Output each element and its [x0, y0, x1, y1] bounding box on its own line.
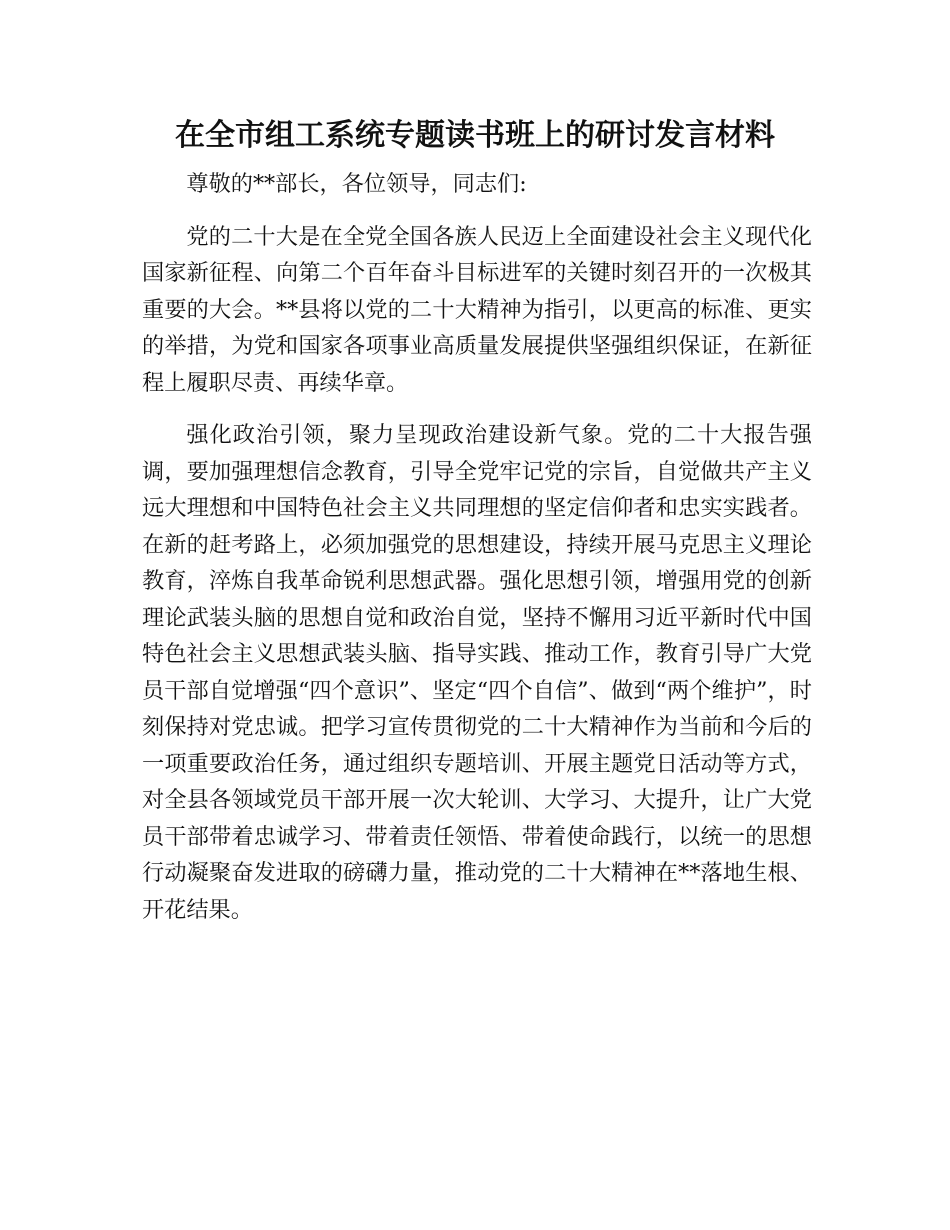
paragraph: 党的二十大是在全党全国各族人民迈上全面建设社会主义现代化国家新征程、向第二个百年奋斗目标进军的关键时刻召开的一次极其重要的大会。**县将以党的二十大精神为指引，以更高的标准、更实的举措，为党和国家各项事业高质量发展提供坚强组织保证，在新征程上履职尽责、再续华章。: [142, 223, 812, 396]
document-title: 在全市组工系统专题读书班上的研讨发言材料: [175, 118, 775, 153]
paragraph: 强化政治引领，聚力呈现政治建设新气象。党的二十大报告强调，要加强理想信念教育，引导全党牢记党的宗旨，自觉做共产主义远大理想和中国特色社会主义共同理想的坚定信仰者和忠实实践者。在新的赶考路上，必须加强党的思想建设，持续开展马克思主义理论教育，淬炼自我革命锐利思想武器。强化思想引领，增强用党的创新理论武装头脑的思想自觉和政治自觉，坚持不懈用习近平新时代中国特色社会主义思想武装头脑、指导实践、推动工作，教育引导广大党员干部自觉增强“四个意识”、坚定“四个自信”、做到“两个维护”，时刻保持对党忠诚。把学习宣传贯彻党的二十大精神作为当前和今后的一项重要政治任务，通过组织专题培训、开展主题党日活动等方式，对全县各领域党员干部开展一次大轮训、大学习、大提升，让广大党员干部带着忠诚学习、带着责任领悟、带着使命践行，以统一的思想行动凝聚奋发进取的磅礴力量，推动党的二十大精神在**落地生根、开花结果。: [142, 422, 812, 923]
document-body: [142, 166, 812, 928]
salutation: 尊敬的**部长，各位领导，同志们:: [186, 171, 527, 197]
